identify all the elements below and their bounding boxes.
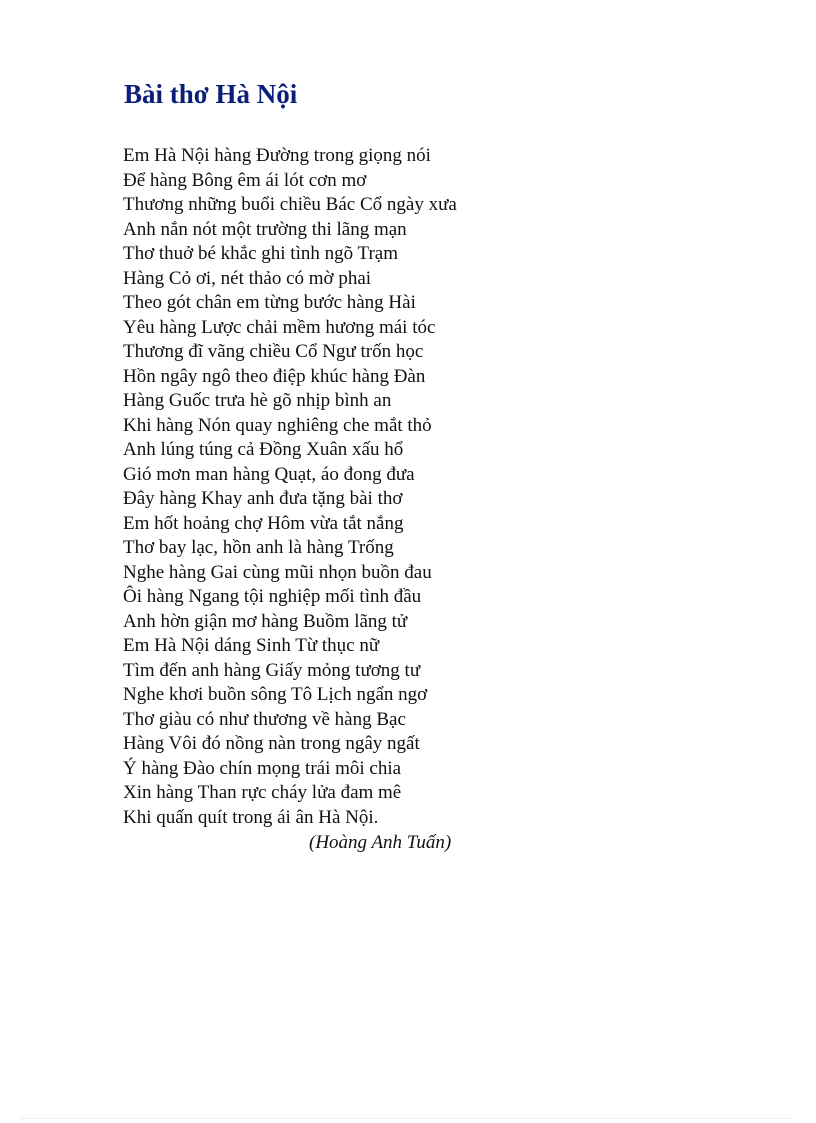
poem-body [123,144,457,830]
poem-title: Bài thơ Hà Nội [124,79,298,109]
poem-line: Thơ thuở bé khắc ghi tình ngõ Trạm [123,243,398,264]
poem-line: Gió mơn man hàng Quạt, áo đong đưa [123,463,415,485]
poem-line: Hàng Cỏ ơi, nét thảo có mờ phai [123,267,372,289]
poem-line: Hàng Vôi đó nồng nàn trong ngây ngất [123,733,420,754]
poem-line: Anh nắn nót một trường thi lãng mạn [123,218,407,240]
poem-line: Anh lúng túng cả Đồng Xuân xấu hổ [123,439,404,460]
poem-line: Tìm đến anh hàng Giấy mỏng tương tư [123,659,421,681]
poem-line: Nghe khơi buồn sông Tô Lịch ngẩn ngơ [123,684,428,705]
poem-line: Ý hàng Đào chín mọng trái môi chia [123,757,402,779]
poem-line: Anh hờn giận mơ hàng Buồm lãng tử [123,610,408,632]
poem-line: Khi hàng Nón quay nghiêng che mắt thỏ [123,414,432,436]
poem-line: Khi quấn quít trong ái ân Hà Nội. [123,806,379,828]
poem-line: Nghe hàng Gai cùng mũi nhọn buồn đau [123,561,432,583]
poem-line: Yêu hàng Lược chải mềm hương mái tóc [123,316,436,338]
poem-line: Em Hà Nội hàng Đường trong giọng nói [123,145,431,166]
poem-line: Đây hàng Khay anh đưa tặng bài thơ [123,488,403,509]
poem-line: Thương những buổi chiều Bác Cổ ngày xưa [123,194,457,215]
poem-line: Ôi hàng Ngang tội nghiệp mối tình đầu [123,586,422,607]
poem-line: Em hốt hoảng chợ Hôm vừa tắt nắng [123,512,404,534]
poem-line: Thơ giàu có như thương về hàng Bạc [123,708,406,730]
poem-line: Xin hàng Than rực cháy lửa đam mê [123,782,402,803]
poem-line: Theo gót chân em từng bước hàng Hài [123,292,416,313]
poem-author: (Hoàng Anh Tuấn) [309,832,452,853]
poem-line: Em Hà Nội dáng Sinh Từ thục nữ [123,635,380,656]
poem-line: Thơ bay lạc, hồn anh là hàng Trống [123,537,394,558]
poem-line: Thương đĩ vãng chiều Cổ Ngư trốn học [123,341,424,362]
page-bottom-divider [20,1118,796,1119]
poem-line: Hồn ngây ngô theo điệp khúc hàng Đàn [123,365,426,387]
poem-line: Hàng Guốc trưa hè gõ nhịp bình an [123,390,392,411]
poem-line: Để hàng Bông êm ái lót cơn mơ [123,169,367,191]
